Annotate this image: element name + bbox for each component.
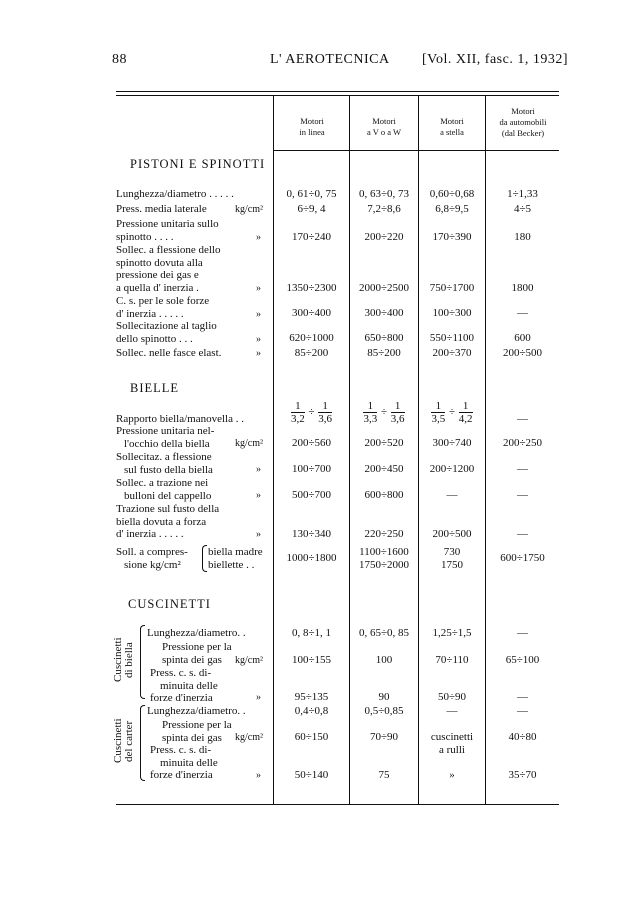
row-unit: kg/cm² bbox=[235, 732, 263, 743]
section-title-bielle: BIELLE bbox=[130, 381, 180, 395]
cell-value: — bbox=[517, 463, 528, 475]
cell-value: 60÷150 bbox=[294, 731, 329, 743]
cell-value: 1,25÷1,5 bbox=[432, 627, 472, 639]
ratio-stella: $\frac{1}{3,5}$ ÷ $\frac{1}{4,2}$ bbox=[431, 400, 473, 425]
section-title-cuscinetti: CUSCINETTI bbox=[128, 597, 211, 611]
cell-value: 300÷740 bbox=[432, 437, 472, 449]
cell-value: 650÷800 bbox=[364, 332, 404, 344]
cell-value: 200÷450 bbox=[364, 463, 404, 475]
cell-value: 85÷200 bbox=[367, 347, 401, 359]
row-unit: » bbox=[256, 348, 261, 359]
cell-value: 620÷1000 bbox=[289, 332, 334, 344]
row-label: Pressione unitaria nel- l'occhio della biella bbox=[116, 425, 215, 450]
cell-value: 2000÷2500 bbox=[358, 282, 410, 294]
ratio-v-w: $\frac{1}{3,3}$ ÷ $\frac{1}{3,6}$ bbox=[363, 400, 405, 425]
row-unit: » bbox=[256, 529, 261, 540]
cell-value: 6,8÷9,5 bbox=[435, 203, 469, 215]
cell-value: 100÷700 bbox=[291, 463, 332, 475]
cell-value: 100÷300 bbox=[432, 307, 472, 319]
volume-info: [Vol. XII, fasc. 1, 1932] bbox=[422, 52, 568, 67]
cell-value: 1÷1,33 bbox=[507, 188, 538, 200]
journal-title: L' AEROTECNICA bbox=[270, 52, 390, 67]
cell-value: — bbox=[517, 528, 528, 540]
row-label: Sollecitaz. a flessione sul fusto della biella bbox=[116, 451, 213, 476]
cell-value: 170÷240 bbox=[291, 231, 332, 243]
cell-value: 0, 63÷0, 73 bbox=[358, 188, 410, 200]
cell-value: — bbox=[517, 691, 528, 703]
section-title-pistoni: PISTONI E SPINOTTI bbox=[130, 157, 266, 171]
row-unit: » bbox=[256, 232, 261, 243]
cell-value: 220÷250 bbox=[364, 528, 404, 540]
cell-value: — bbox=[446, 705, 458, 717]
column-header-v-w: Motori a V o a W bbox=[367, 116, 401, 137]
column-header-stella: Motori a stella bbox=[440, 116, 464, 137]
cell-value: 0, 61÷0, 75 bbox=[286, 188, 337, 200]
cell-value: 300÷400 bbox=[364, 307, 404, 319]
cell-value: 0,5÷0,85 bbox=[364, 705, 404, 717]
row-label: Press. c. s. di- minuita delle forze d'inerzia bbox=[150, 667, 218, 704]
cell-value: 7,2÷8,6 bbox=[367, 203, 401, 215]
row-label: Lunghezza/diametro. . bbox=[147, 627, 246, 639]
cell-value: 200÷1200 bbox=[429, 463, 475, 475]
cell-value: 1750÷2000 bbox=[358, 559, 410, 571]
row-label: Sollec. a trazione nei bulloni del cappello bbox=[116, 477, 212, 502]
cell-value: 1750 bbox=[441, 559, 463, 571]
cell-value: 200÷520 bbox=[364, 437, 404, 449]
row-label: Trazione sul fusto della biella dovuta a forza d' inerzia . . . . . bbox=[116, 503, 220, 540]
cell-value: 300÷400 bbox=[291, 307, 332, 319]
cell-value: 6÷9, 4 bbox=[297, 203, 326, 215]
row-label: Sollec. a flessione dello spinotto dovuta alla pressione dei gas e a quella d' inerzia . bbox=[116, 244, 221, 294]
cell-value: 500÷700 bbox=[291, 489, 332, 501]
row-label-ratio: Rapporto biella/manovella . . bbox=[116, 413, 244, 425]
cell-value: 130÷340 bbox=[291, 528, 332, 540]
row-label: Pressione unitaria sullo spinotto . . . . bbox=[116, 218, 219, 243]
row-label: Lunghezza/diametro. . bbox=[147, 705, 246, 717]
ratio-automobili: — bbox=[517, 413, 528, 425]
row-label: Lunghezza/diametro . . . . . bbox=[116, 188, 234, 200]
cell-value: 730 bbox=[443, 546, 461, 558]
row-unit: » bbox=[256, 283, 261, 294]
column-header-automobili: Motori da automobili (dal Becker) bbox=[499, 106, 547, 138]
row-label: Press. media laterale bbox=[116, 203, 207, 215]
cell-value: 1800 bbox=[511, 282, 534, 294]
top-rule-2 bbox=[116, 95, 559, 96]
row-unit: » bbox=[256, 692, 261, 703]
brace bbox=[140, 705, 145, 781]
cell-value: 200÷250 bbox=[502, 437, 543, 449]
cell-value: 550÷1100 bbox=[429, 332, 475, 344]
cell-value: — bbox=[517, 489, 528, 501]
row-label: Press. c. s. di- minuita delle forze d'inerzia bbox=[150, 744, 218, 781]
bottom-rule bbox=[116, 804, 559, 805]
row-unit: kg/cm² bbox=[235, 655, 263, 666]
cell-value: — bbox=[446, 489, 458, 501]
row-label: Pressione per la spinta dei gas bbox=[162, 641, 232, 666]
row-label: Sollecitazione al taglio dello spinotto . . . bbox=[116, 320, 217, 345]
row-sublabels: biella madre biellette . . bbox=[208, 546, 263, 571]
cell-value: — bbox=[517, 627, 528, 639]
cell-value: 600÷1750 bbox=[500, 552, 545, 564]
cell-value: a rulli bbox=[439, 744, 465, 756]
cell-value: 0,60÷0,68 bbox=[429, 188, 475, 200]
cell-value: 200÷370 bbox=[432, 347, 472, 359]
row-unit: » bbox=[256, 464, 261, 475]
row-label: Pressione per la spinta dei gas bbox=[162, 719, 232, 744]
cell-value: — bbox=[517, 705, 528, 717]
cell-value: 35÷70 bbox=[508, 769, 537, 781]
cell-value: » bbox=[449, 769, 455, 781]
cell-value: 0, 65÷0, 85 bbox=[358, 627, 410, 639]
row-unit: kg/cm² bbox=[235, 438, 263, 449]
cell-value: 90 bbox=[378, 691, 390, 703]
cell-value: 200÷500 bbox=[432, 528, 472, 540]
top-rule-1 bbox=[116, 91, 559, 92]
cell-value: 1100÷1600 bbox=[359, 546, 409, 558]
side-label-cuscinetti-biella: Cuscinetti di biella bbox=[112, 637, 135, 683]
cell-value: 85÷200 bbox=[294, 347, 329, 359]
cell-value: 100 bbox=[375, 654, 393, 666]
cell-value: 70÷90 bbox=[369, 731, 399, 743]
row-unit: » bbox=[256, 490, 261, 501]
cell-value: 40÷80 bbox=[508, 731, 537, 743]
cell-value: 65÷100 bbox=[505, 654, 540, 666]
cell-value: 1000÷1800 bbox=[286, 552, 337, 564]
cell-value: 50÷140 bbox=[294, 769, 329, 781]
row-label: Sollec. nelle fasce elast. bbox=[116, 347, 222, 359]
column-header-in-linea: Motori in linea bbox=[299, 116, 325, 137]
cell-value: — bbox=[517, 307, 528, 319]
cell-value: 0,4÷0,8 bbox=[294, 705, 329, 717]
row-unit: » bbox=[256, 309, 261, 320]
side-label-cuscinetti-carter: Cuscinetti del carter bbox=[112, 718, 135, 764]
cell-value: 200÷220 bbox=[364, 231, 404, 243]
cell-value: 170÷390 bbox=[432, 231, 472, 243]
header-bottom-rule bbox=[273, 150, 559, 151]
brace bbox=[202, 545, 207, 572]
page-number: 88 bbox=[112, 52, 127, 67]
cell-value: 180 bbox=[514, 231, 531, 243]
cell-value: 100÷155 bbox=[291, 654, 332, 666]
cell-value: 200÷560 bbox=[291, 437, 332, 449]
row-label-compressione: Soll. a compres- sione kg/cm² bbox=[116, 546, 188, 571]
cell-value: 200÷500 bbox=[502, 347, 543, 359]
cell-value: 4÷5 bbox=[513, 203, 532, 215]
brace bbox=[140, 625, 145, 699]
row-label: C. s. per le sole forze d' inerzia . . . . . bbox=[116, 295, 210, 320]
row-unit: kg/cm² bbox=[235, 204, 263, 215]
cell-value: 600 bbox=[514, 332, 531, 344]
cell-value: 50÷90 bbox=[437, 691, 467, 703]
cell-value: 600÷800 bbox=[364, 489, 404, 501]
ratio-in-linea: $\frac{1}{3,2}$ ÷ $\frac{1}{3,6}$ bbox=[290, 400, 333, 425]
cell-value: 0, 8÷1, 1 bbox=[291, 627, 332, 639]
row-unit: » bbox=[256, 334, 261, 345]
cell-value: 70÷110 bbox=[435, 654, 469, 666]
cell-value: 95÷135 bbox=[294, 691, 329, 703]
cell-value: 750÷1700 bbox=[429, 282, 475, 294]
cell-value: 1350÷2300 bbox=[286, 282, 337, 294]
cell-value: cuscinetti bbox=[430, 731, 474, 743]
cell-value: 75 bbox=[378, 769, 390, 781]
row-unit: » bbox=[256, 770, 261, 781]
